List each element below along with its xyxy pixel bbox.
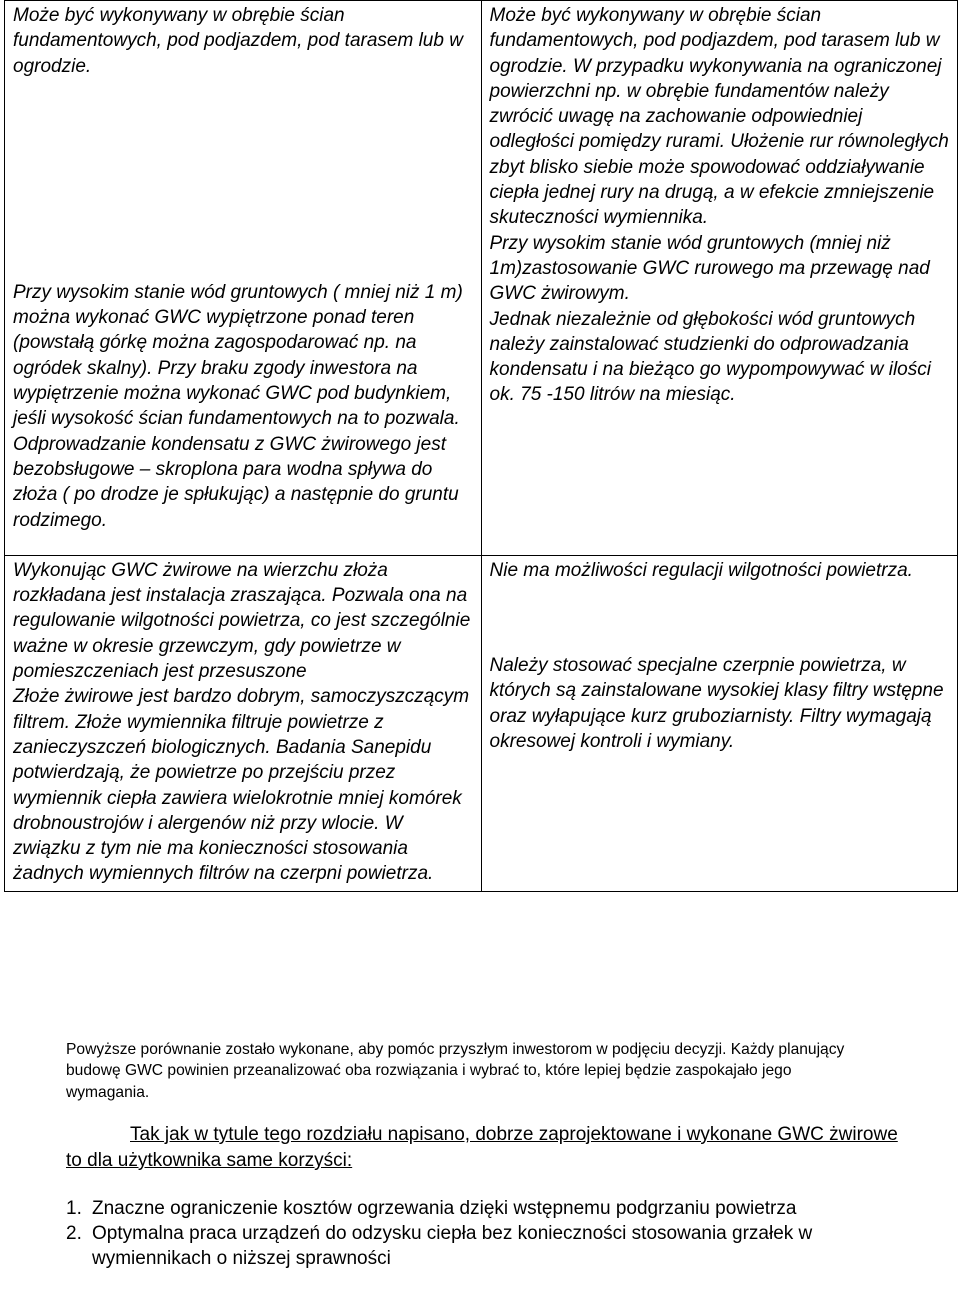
- table-cell-pipe: [481, 1, 958, 556]
- cell-paragraph: Złoże żwirowe jest bardzo dobrym, samoczyszczącym filtrem. Złoże wymiennika filtruje powietrze z zanieczyszczeń biologicznych. Badania Sanepidu potwierdzają, że powietrze po przejściu przez wymiennik ciepła zawiera wielokrotnie mniej komórek drobnoustrojów i alergenów niż przy wlocie. W związku z tym nie ma konieczności stosowania żadnych wymiennych filtrów na czerpni powietrza.: [13, 686, 470, 885]
- benefits-list: [66, 1196, 916, 1271]
- cell-paragraph: Nie ma możliwości regulacji wilgotności powietrza.: [489, 559, 913, 581]
- blank-space: [490, 583, 950, 653]
- cell-paragraph: Przy wysokim stanie wód gruntowych ( mniej niż 1 m) można wykonać GWC wypiętrzone ponad teren (powstałą górkę można zagospodarować np. na ogródek skalny). Przy braku zgody inwestora na wypiętrzenie można wykonać GWC pod budynkiem, jeśli wysokość ścian fundamentowych na to pozwala.: [13, 281, 463, 430]
- cell-paragraph: Należy stosować specjalne czerpnie powietrza, w których są zainstalowane wysokiej klasy filtry wstępne oraz wyłapujące kurz gruboziarnisty. Filtry wymagają okresowej kontroli i wymiany.: [489, 655, 944, 753]
- cell-paragraph: Może być wykonywany w obrębie ścian fundamentowych, pod podjazdem, pod tarasem lub w ogrodzie. W przypadku wykonywania na ograniczonej powierzchni np. w obrębie fundamentów należy zwrócić uwagę na zachowanie odpowiedniej odległości pomiędzy rurami. Ułożenie rur równoległych zbyt blisko siebie może spowodować oddziaływanie ciepła jednej rury na drugą, a w efekcie zmniejszenie skuteczności wymiennika.: [489, 5, 949, 229]
- table-cell-gravel: [5, 1, 482, 556]
- comparison-table: [4, 0, 958, 892]
- summary-paragraph: Powyższe porównanie zostało wykonane, aby pomóc przyszłym inwestorom w podjęciu decyzji. Każdy planujący budowę GWC powinien przeanalizować oba rozwiązania i wybrać to, które lepiej będzie zaspokajało jego wymagania.: [66, 1041, 845, 1101]
- table-row: [5, 1, 958, 556]
- table-row: [5, 555, 958, 891]
- blank-space: [13, 533, 473, 551]
- cell-paragraph: Wykonując GWC żwirowe na wierzchu złoża rozkładana jest instalacja zraszająca. Pozwala ona na regulowanie wilgotności powietrza, co jest szczególnie ważne w okresie grzewczym, gdy powietrze w pomieszczeniach jest przesuszone: [13, 559, 471, 683]
- list-text: Optymalna praca urządzeń do odzysku ciepła bez konieczności stosowania grzałek w wymiennikach o niższej sprawności: [92, 1223, 813, 1269]
- list-item: [66, 1221, 916, 1271]
- cell-paragraph: Może być wykonywany w obrębie ścian fundamentowych, pod podjazdem, pod tarasem lub w ogrodzie.: [13, 5, 463, 77]
- cell-paragraph: Odprowadzanie kondensatu z GWC żwirowego jest bezobsługowe – skroplona para wodna spływa do złoża ( po drodze je spłukując) a następnie do gruntu rodzimego.: [13, 433, 459, 531]
- list-number: 2.: [66, 1223, 82, 1244]
- intro-paragraph: [66, 1122, 916, 1174]
- list-item: [66, 1196, 916, 1221]
- table-cell-gravel: [5, 555, 482, 891]
- blank-space: [13, 79, 473, 280]
- intro-text: Tak jak w tytule tego rozdziału napisano, dobrze zaprojektowane i wykonane GWC żwirowe to dla użytkownika same korzyści:: [66, 1124, 898, 1171]
- list-text: Znaczne ograniczenie kosztów ogrzewania dzięki wstępnemu podgrzaniu powietrza: [92, 1198, 797, 1219]
- cell-paragraph: Jednak niezależnie od głębokości wód gruntowych należy zainstalować studzienki do odprowadzania kondensatu i na bieżąco go wypompowywać w ilości ok. 75 -150 litrów na miesiąc.: [489, 308, 931, 406]
- table-cell-pipe: [481, 555, 958, 891]
- cell-paragraph: Przy wysokim stanie wód gruntowych (mniej niż 1m)zastosowanie GWC rurowego ma przewagę nad GWC żwirowym.: [489, 232, 930, 305]
- list-number: 1.: [66, 1198, 82, 1219]
